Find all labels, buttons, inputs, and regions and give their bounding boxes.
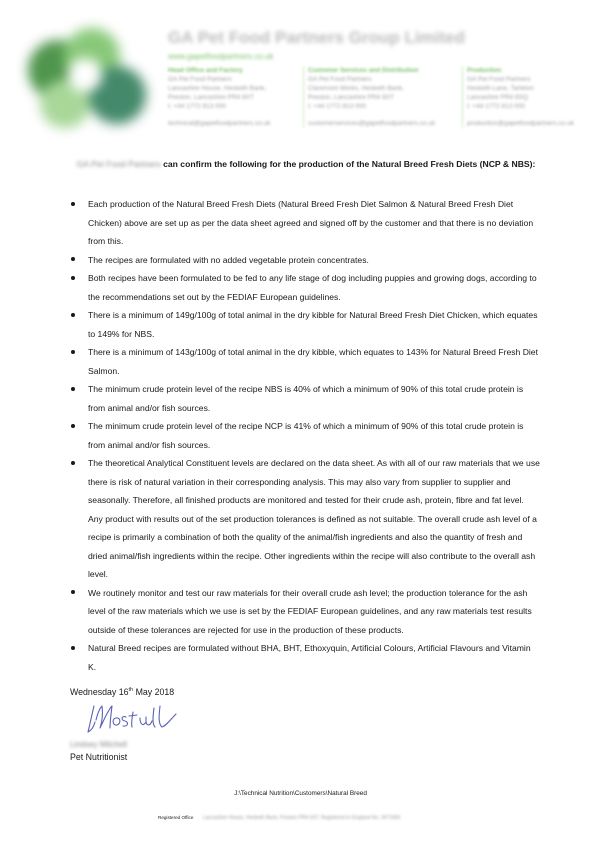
- address-email: production@gapetfoodpartners.co.uk: [467, 120, 575, 127]
- letter-date: [70, 687, 174, 697]
- address-line: Preston, Lancashire PR4 6XT: [308, 94, 394, 101]
- list-item: The minimum crude protein level of the recipe NBS is 40% of which a minimum of 90% of this total crude protein is from animal and/or fish sources.: [88, 380, 540, 417]
- signer-name-redacted: Lindsey Mitchell: [70, 740, 127, 749]
- list-item: There is a minimum of 143g/100g of total animal in the dry kibble, which equates to 143% for Natural Breed Fresh Diet Salmon.: [88, 343, 540, 380]
- address-column-customer-services: [303, 66, 438, 128]
- address-line: t: +44 1772 813 000: [168, 103, 227, 110]
- list-item: The minimum crude protein level of the recipe NCP is 41% of which a minimum of 90% of this total crude protein is from animal and/or fish sources.: [88, 417, 540, 454]
- address-column-head-office: [168, 66, 288, 128]
- signer-role: Pet Nutritionist: [70, 752, 128, 762]
- date-month-year: May 2018: [133, 687, 175, 697]
- list-item: Natural Breed recipes are formulated without BHA, BHT, Ethoxyquin, Artificial Colours, Artificial Flavours and Vitamin K.: [88, 639, 540, 676]
- company-logo: [18, 22, 156, 134]
- address-line: GA Pet Food Partners: [467, 76, 531, 83]
- address-line: GA Pet Food Partners: [168, 76, 232, 83]
- address-line: Hesketh Lane, Tarleton: [467, 85, 534, 92]
- date-suffix: th: [128, 687, 134, 694]
- address-email: customerservices@gapetfoodpartners.co.uk: [308, 120, 436, 127]
- date-day: Wednesday 16: [70, 687, 129, 697]
- registered-office-details: Lancashire House, Hesketh Bank, Preston PR4 6XT. Registered in England No. 3471560: [203, 815, 401, 821]
- intro-text: can confirm the following for the production of the Natural Breed Fresh Diets (NCP & NBS):: [163, 159, 536, 169]
- address-heading: Production: [467, 67, 502, 74]
- file-path: J:\Technical Nutrition\Customers\Natural Breed: [234, 790, 367, 797]
- confirmation-list: [88, 195, 540, 676]
- address-heading: Customer Services and Distribution: [308, 67, 419, 74]
- handwritten-signature: [86, 700, 186, 738]
- address-column-production: [462, 66, 587, 128]
- redacted-company-name: GA Pet Food Partners: [76, 159, 161, 169]
- registered-office-label: Registered Office: [158, 815, 194, 820]
- address-line: Lancashire House, Hesketh Bank,: [168, 85, 267, 92]
- address-line: t: +44 1772 813 000: [467, 103, 526, 110]
- company-website: www.gapetfoodpartners.co.uk: [168, 52, 274, 61]
- address-line: GA Pet Food Partners: [308, 76, 372, 83]
- list-item: The recipes are formulated with no added vegetable protein concentrates.: [88, 251, 540, 270]
- intro-statement: [72, 158, 540, 171]
- address-line: t: +44 1772 813 000: [308, 103, 367, 110]
- address-line: Preston, Lancashire PR4 6XT: [168, 94, 254, 101]
- address-line: Lancashire PR4 6SQ: [467, 94, 529, 101]
- list-item: The theoretical Analytical Constituent levels are declared on the data sheet. As with all of our raw materials that we use there is risk of natural variation in their corresponding analysis. This may also vary from supplier to supplier and seasonally. Therefore, all finished products are monitored and tested for their crude ash, protein, fibre and fat level. Any product with results out of the set production tolerances is defined as not suitable. The overall crude ash level of a recipe is primarily a combination of both the quality of the animal/fish ingredients and also the quantity of fresh and dried animal/fish ingredients within the recipe. Other ingredients within the recipe will also contribute to the overall ash level.: [88, 454, 540, 584]
- address-line: Claremont Works, Hesketh Bank,: [308, 85, 404, 92]
- list-item: We routinely monitor and test our raw materials for their overall crude ash level; the production tolerance for the ash level of the raw materials which we use is set by the FEDIAF European guidelines, and any raw materials test results outside of these tolerances are rejected for use in the production of these products.: [88, 584, 540, 640]
- address-email: technical@gapetfoodpartners.co.uk: [168, 120, 271, 127]
- list-item: Each production of the Natural Breed Fresh Diets (Natural Breed Fresh Diet Salmon & Natural Breed Fresh Diet Chicken) above are set up as per the data sheet agreed and signed off by the customer and that there is no deviation from this.: [88, 195, 540, 251]
- list-item: Both recipes have been formulated to be fed to any life stage of dog including puppies and growing dogs, according to the recommendations set out by the FEDIAF European guidelines.: [88, 269, 540, 306]
- list-item: There is a minimum of 149g/100g of total animal in the dry kibble for Natural Breed Fresh Diet Chicken, which equates to 149% for NBS.: [88, 306, 540, 343]
- address-heading: Head Office and Factory: [168, 67, 243, 74]
- company-name: GA Pet Food Partners Group Limited: [168, 28, 465, 47]
